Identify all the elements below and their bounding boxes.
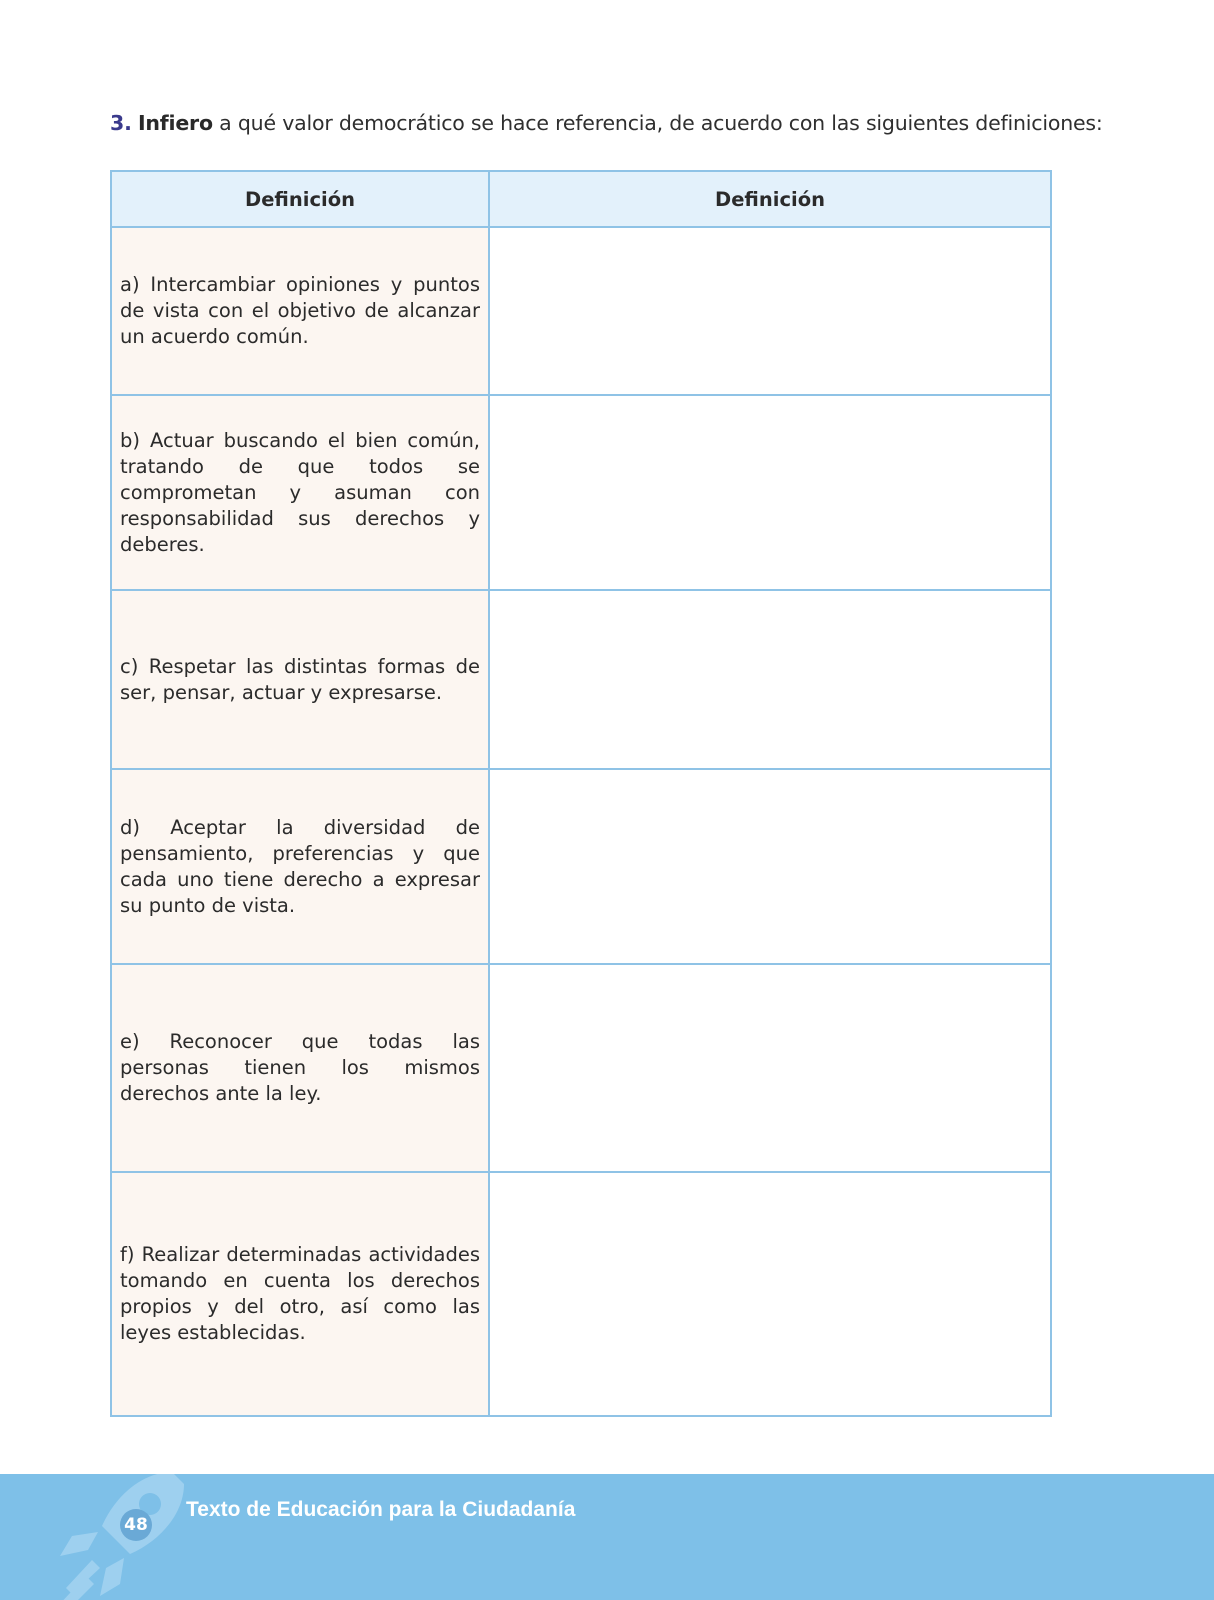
table-row	[111, 227, 1051, 395]
instruction-text: a qué valor democrático se hace referencia, de acuerdo con las siguientes definiciones:	[212, 111, 1103, 135]
answer-cell[interactable]	[489, 964, 1051, 1172]
book-title: Texto de Educación para la Ciudadanía	[186, 1498, 576, 1521]
definition-cell: e) Reconocer que todas las personas tienen los mismos derechos ante la ley.	[111, 964, 489, 1172]
definition-cell: f) Realizar determinadas actividades tomando en cuenta los derechos propios y del otro, así como las leyes establecidas.	[111, 1172, 489, 1416]
answer-cell[interactable]	[489, 395, 1051, 590]
column-header-definition: Definición	[111, 171, 489, 227]
table-row	[111, 590, 1051, 769]
definition-cell: c) Respetar las distintas formas de ser, pensar, actuar y expresarse.	[111, 590, 489, 769]
column-header-answer: Definición	[489, 171, 1051, 227]
page-number: 48	[120, 1509, 152, 1541]
definitions-table	[110, 170, 1052, 1417]
rocket-icon	[52, 1474, 192, 1600]
table-row	[111, 1172, 1051, 1416]
definition-cell: b) Actuar buscando el bien común, tratando de que todos se comprometan y asuman con responsabilidad sus derechos y deberes.	[111, 395, 489, 590]
definition-cell: a) Intercambiar opiniones y puntos de vista con el objetivo de alcanzar un acuerdo común.	[111, 227, 489, 395]
definition-cell: d) Aceptar la diversidad de pensamiento, preferencias y que cada uno tiene derecho a expresar su punto de vista.	[111, 769, 489, 964]
activity-number: 3.	[110, 111, 132, 135]
answer-cell[interactable]	[489, 590, 1051, 769]
page-footer	[0, 1474, 1214, 1600]
table-header-row	[111, 171, 1051, 227]
answer-cell[interactable]	[489, 227, 1051, 395]
activity-verb: Infiero	[137, 111, 213, 135]
activity-instruction	[110, 109, 1110, 137]
answer-cell[interactable]	[489, 1172, 1051, 1416]
table-row	[111, 395, 1051, 590]
table-row	[111, 964, 1051, 1172]
table-row	[111, 769, 1051, 964]
answer-cell[interactable]	[489, 769, 1051, 964]
